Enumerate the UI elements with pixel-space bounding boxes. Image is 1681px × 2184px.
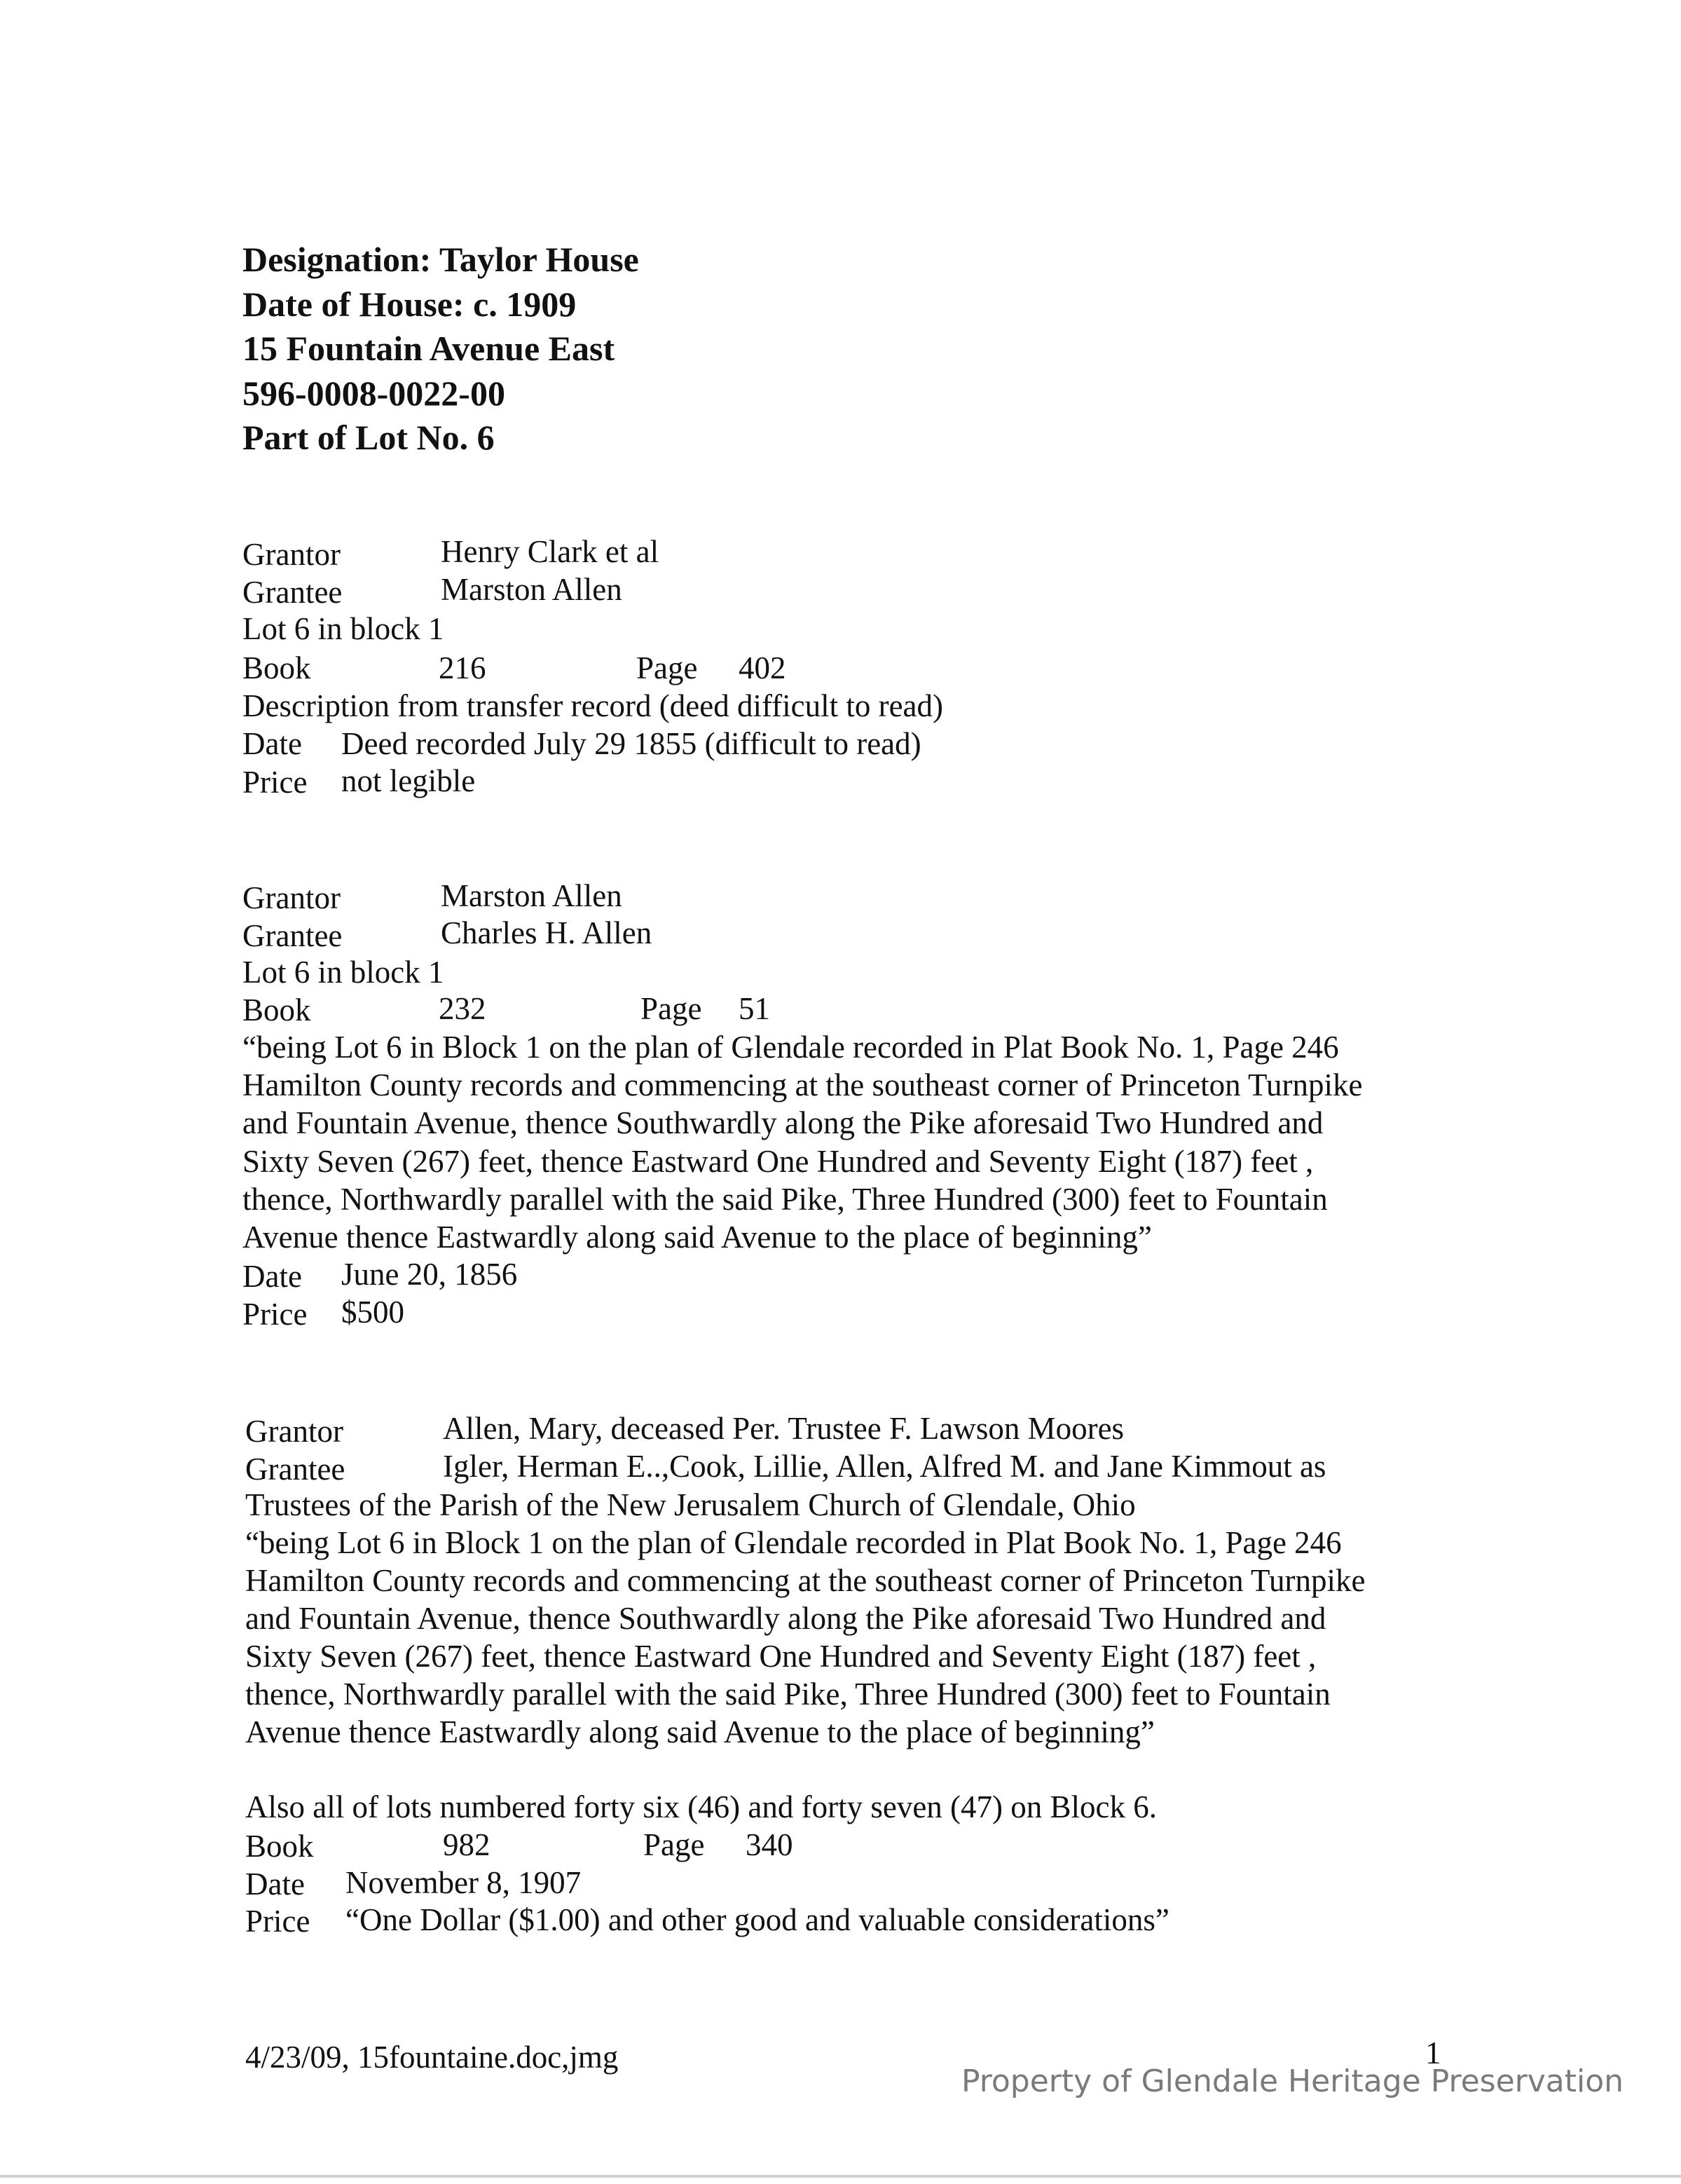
description-line: “being Lot 6 in Block 1 on the plan of Glendale recorded in Plat Book No. 1, Page 246 xyxy=(242,1030,1339,1065)
grantee-value: Igler, Herman E..,Cook, Lillie, Allen, Alfred M. and Jane Kimmout as xyxy=(443,1449,1326,1484)
page-number: 1 xyxy=(1425,2035,1441,2070)
page-label: Page xyxy=(643,1827,705,1862)
grantee-label: Grantee xyxy=(242,575,343,610)
date-label: Date xyxy=(242,1259,302,1294)
price-label: Price xyxy=(242,765,308,800)
page-label: Page xyxy=(640,991,702,1026)
description-line: Avenue thence Eastwardly along said Avenue to the place of beginning” xyxy=(242,1220,1152,1255)
date-label: Date xyxy=(242,726,302,761)
description-line: Sixty Seven (267) feet, thence Eastward One Hundred and Seventy Eight (187) feet , xyxy=(245,1639,1317,1674)
grantor-label: Grantor xyxy=(245,1414,343,1449)
date-label: Date xyxy=(245,1866,305,1902)
book-label: Book xyxy=(242,992,311,1028)
grantee-value: Charles H. Allen xyxy=(441,915,652,950)
description-text: Description from transfer record (deed difficult to read) xyxy=(242,688,943,723)
page-value: 340 xyxy=(746,1827,793,1862)
price-value: $500 xyxy=(341,1295,404,1330)
grantee-continuation: Trustees of the Parish of the New Jerusalem Church of Glendale, Ohio xyxy=(245,1487,1136,1522)
grantee-label: Grantee xyxy=(242,918,343,953)
date-value: Deed recorded July 29 1855 (difficult to read) xyxy=(341,726,921,761)
description-line: Sixty Seven (267) feet, thence Eastward One Hundred and Seventy Eight (187) feet , xyxy=(242,1144,1314,1179)
book-label: Book xyxy=(245,1829,314,1864)
book-label: Book xyxy=(242,650,311,685)
grantee-label: Grantee xyxy=(245,1452,345,1487)
lot-block: Lot 6 in block 1 xyxy=(242,611,444,646)
lot-block: Lot 6 in block 1 xyxy=(242,955,444,990)
description-line: thence, Northwardly parallel with the said Pike, Three Hundred (300) feet to Fountain xyxy=(245,1677,1331,1712)
description-line: and Fountain Avenue, thence Southwardly along the Pike aforesaid Two Hundred and xyxy=(245,1601,1326,1636)
book-value: 982 xyxy=(443,1827,490,1862)
grantor-value: Marston Allen xyxy=(441,878,622,913)
footer-file-info: 4/23/09, 15fountaine.doc,jmg xyxy=(245,2040,619,2075)
description-line: Avenue thence Eastwardly along said Avenue to the place of beginning” xyxy=(245,1714,1155,1749)
bottom-edge-rule xyxy=(0,2175,1681,2178)
date-value: November 8, 1907 xyxy=(345,1865,582,1900)
date-value: June 20, 1856 xyxy=(341,1257,518,1292)
page-value: 402 xyxy=(739,650,786,685)
price-value: “One Dollar ($1.00) and other good and valuable considerations” xyxy=(345,1902,1169,1937)
description-line: and Fountain Avenue, thence Southwardly along the Pike aforesaid Two Hundred and xyxy=(242,1105,1324,1140)
parcel-number-heading: 596-0008-0022-00 xyxy=(242,374,505,413)
grantor-label: Grantor xyxy=(242,537,341,572)
book-value: 232 xyxy=(439,991,486,1026)
ownership-watermark: Property of Glendale Heritage Preservation xyxy=(961,2063,1624,2099)
description-line: “being Lot 6 in Block 1 on the plan of Glendale recorded in Plat Book No. 1, Page 246 xyxy=(245,1525,1342,1560)
designation-heading: Designation: Taylor House xyxy=(242,240,639,279)
price-value: not legible xyxy=(341,763,476,798)
book-value: 216 xyxy=(439,650,486,685)
grantor-label: Grantor xyxy=(242,880,341,915)
additional-lots-text: Also all of lots numbered forty six (46) and forty seven (47) on Block 6. xyxy=(245,1789,1158,1824)
lot-heading: Part of Lot No. 6 xyxy=(242,418,495,457)
description-line: thence, Northwardly parallel with the said Pike, Three Hundred (300) feet to Fountain xyxy=(242,1182,1328,1217)
date-of-house-heading: Date of House: c. 1909 xyxy=(242,285,577,324)
page-label: Page xyxy=(636,650,698,685)
price-label: Price xyxy=(242,1297,308,1332)
grantor-value: Henry Clark et al xyxy=(441,534,659,569)
description-line: Hamilton County records and commencing at the southeast corner of Princeton Turnpike xyxy=(245,1563,1366,1598)
grantee-value: Marston Allen xyxy=(441,572,622,607)
description-line: Hamilton County records and commencing at the southeast corner of Princeton Turnpike xyxy=(242,1067,1363,1103)
grantor-value: Allen, Mary, deceased Per. Trustee F. Lawson Moores xyxy=(443,1411,1125,1446)
address-heading: 15 Fountain Avenue East xyxy=(242,329,615,368)
price-label: Price xyxy=(245,1904,310,1939)
page-value: 51 xyxy=(739,991,770,1026)
